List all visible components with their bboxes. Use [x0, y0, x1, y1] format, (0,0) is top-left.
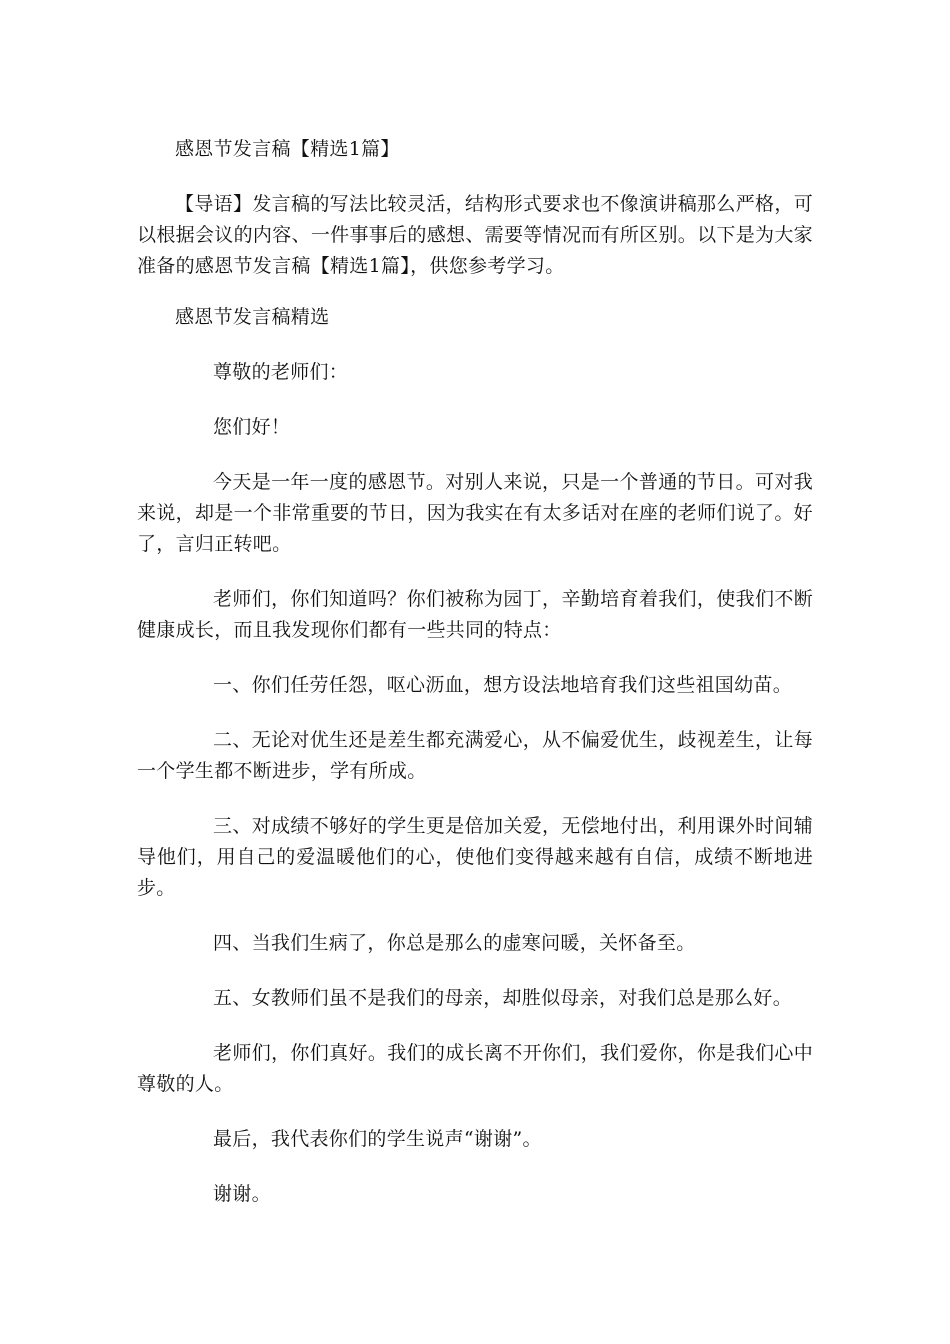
greeting: 您们好！	[213, 416, 291, 438]
section-title: 感恩节发言稿精选	[175, 306, 330, 328]
body-paragraph: 四、当我们生病了，你总是那么的虚寒问暖，关怀备至。	[213, 932, 696, 954]
body-paragraph: 今天是一年一度的感恩节。对别人来说，只是一个普通的节日。可对我来说，却是一个非常重要的节日，因为我实在有太多话对在座的老师们说了。好了，言归正转吧。	[137, 471, 813, 555]
body-paragraph: 一、你们任劳任怨，呕心沥血，想方设法地培育我们这些祖国幼苗。	[213, 674, 793, 696]
salutation: 尊敬的老师们：	[213, 361, 349, 383]
document-title: 感恩节发言稿【精选1篇】	[175, 138, 400, 160]
body-paragraph: 三、对成绩不够好的学生更是倍加关爱，无偿地付出，利用课外时间辅导他们，用自己的爱温暖他们的心，使他们变得越来越有自信，成绩不断地进步。	[137, 815, 813, 899]
body-paragraph: 五、女教师们虽不是我们的母亲，却胜似母亲，对我们总是那么好。	[213, 987, 793, 1009]
body-paragraph: 老师们，你们真好。我们的成长离不开你们，我们爱你，你是我们心中尊敬的人。	[137, 1042, 813, 1095]
body-paragraph: 二、无论对优生还是差生都充满爱心，从不偏爱优生，歧视差生，让每一个学生都不断进步，学有所成。	[137, 729, 813, 782]
document-body	[137, 134, 813, 1210]
body-paragraph: 老师们，你们知道吗？你们被称为园丁，辛勤培育着我们，使我们不断健康成长，而且我发现你们都有一些共同的特点：	[137, 588, 813, 641]
intro-paragraph: 【导语】发言稿的写法比较灵活，结构形式要求也不像演讲稿那么严格，可以根据会议的内容、一件事事后的感想、需要等情况而有所区别。以下是为大家准备的感恩节发言稿【精选1篇】，供您参考学习。	[137, 193, 813, 277]
closing-paragraph: 谢谢。	[213, 1183, 271, 1205]
body-paragraph: 最后，我代表你们的学生说声“谢谢”。	[213, 1128, 542, 1150]
